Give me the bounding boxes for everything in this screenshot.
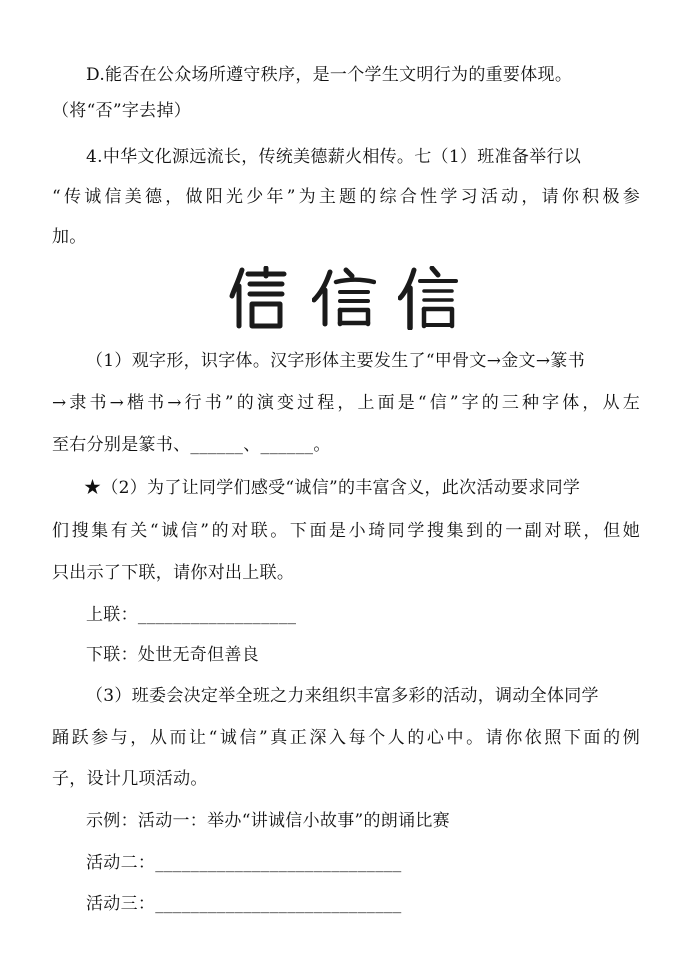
part-1-line-3 [52, 434, 331, 456]
option-d-sentence: D.能否在公众场所遵守秩序，是一个学生文明行为的重要体现。 [86, 65, 573, 85]
question-4-end: 加。 [52, 227, 87, 247]
example-row [86, 810, 450, 832]
example-label: 示例： [86, 811, 138, 831]
question-4-theme: “传诚信美德，做阳光少年”为主题的综合性学习活动，请你积极参 [52, 187, 640, 207]
regular-script-xin-glyph [398, 266, 458, 330]
part-3-line-3: 子，设计几项活动。 [52, 769, 208, 789]
example-activity-text: 活动一：举办“讲诚信小故事”的朗诵比赛 [137, 811, 450, 831]
part-3-line-2: 踊跃参与，从而让“诚信”真正深入每个人的心中。请你依照下面的例 [52, 728, 640, 748]
part-2-line-2: 们搜集有关“诚信”的对联。下面是小琦同学搜集到的一副对联，但她 [52, 521, 640, 541]
seal-script-xin-glyph [228, 266, 290, 330]
part-2-line-1 [84, 477, 580, 499]
activity-2-row [86, 852, 402, 874]
part-1-separator: 、 [243, 435, 261, 455]
xin-character-styles [228, 266, 458, 330]
star-icon: ★ [84, 478, 102, 498]
activity-3-row [86, 893, 402, 915]
clerical-script-xin-glyph [312, 266, 376, 330]
part-3-line-1: （3）班委会决定举全班之力来组织丰富多彩的活动，调动全体同学 [86, 686, 599, 706]
part-1-line-2: →隶书→楷书→行书”的演变过程，上面是“信”字的三种字体，从左 [52, 393, 640, 413]
part-1-line-1: （1）观字形，识字体。汉字形体主要发生了“甲骨文→金文→篆书 [86, 351, 585, 371]
activity-2-label: 活动二： [86, 853, 156, 873]
activity-3-blank[interactable]: ____________________________ [155, 894, 402, 914]
answer-blank-second[interactable]: ______ [260, 435, 314, 455]
lower-couplet-row [86, 644, 259, 666]
part-1-prompt: 至右分别是篆书、 [52, 435, 191, 455]
option-d-correction: （将“否”字去掉） [52, 101, 192, 121]
upper-couplet-label: 上联： [86, 605, 138, 625]
part-2-intro: （2）为了让同学们感受“诚信”的丰富含义，此次活动要求同学 [101, 478, 581, 498]
answer-blank-first[interactable]: ______ [190, 435, 244, 455]
question-4-intro: 4.中华文化源远流长，传统美德薪火相传。七（1）班准备举行以 [86, 147, 582, 167]
lower-couplet-label: 下联： [86, 645, 138, 665]
upper-couplet-blank[interactable]: __________________ [137, 605, 297, 625]
activity-3-label: 活动三： [86, 894, 156, 914]
upper-couplet-row [86, 604, 296, 626]
part-1-period: 。 [313, 435, 331, 455]
part-2-line-3: 只出示了下联，请你对出上联。 [52, 563, 295, 583]
lower-couplet-text: 处世无奇但善良 [137, 645, 260, 665]
activity-2-blank[interactable]: ____________________________ [155, 853, 402, 873]
